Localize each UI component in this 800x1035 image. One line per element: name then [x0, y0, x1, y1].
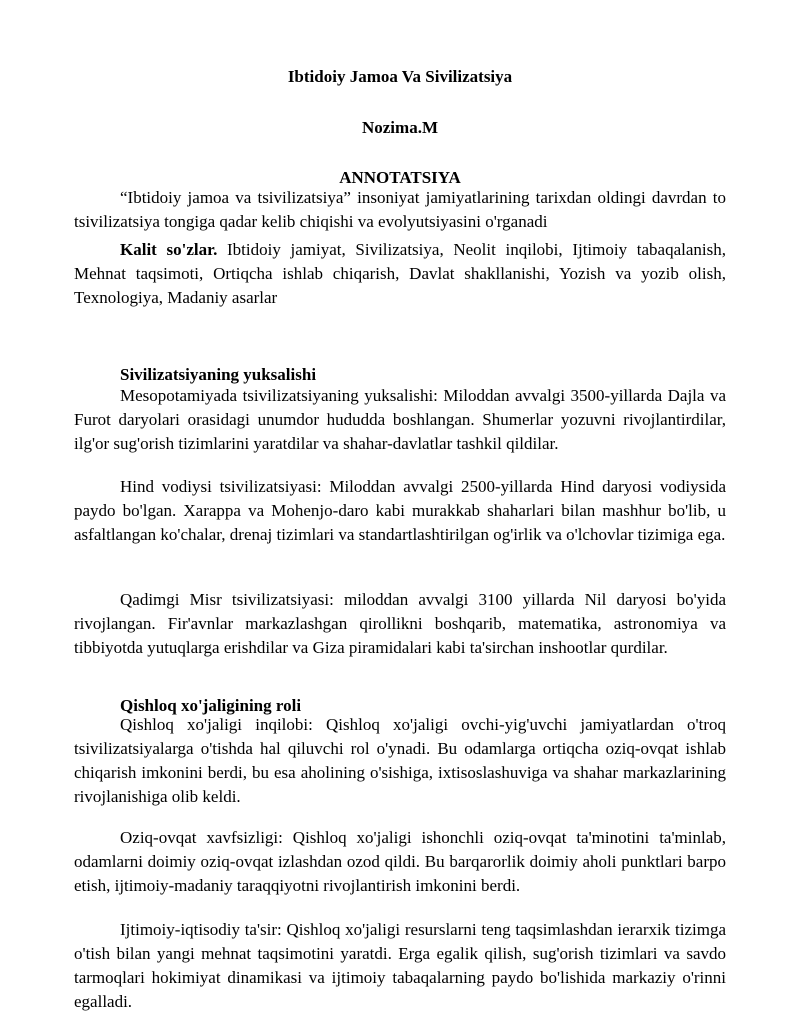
paragraph-food-security: Oziq-ovqat xavfsizligi: Qishloq xo'jaligi ishonchli oziq-ovqat ta'minotini ta'minlab, odamlarni doimiy oziq-ovqat izlashdan ozod qildi. Bu barqarorlik doimiy aholi punktlari barpo etish, ijtimoiy-madaniy taraqqiyotni rivojlantirish imkonini berdi.	[74, 828, 726, 895]
author-name: Nozima.M	[361, 118, 438, 137]
keywords-list: Ibtidoiy jamiyat, Sivilizatsiya, Neolit inqilobi, Ijtimoiy tabaqalanish, Mehnat taqsimoti, Ortiqcha ishlab chiqarish, Davlat shakllanishi, Yozish va yozib olish, Texnologiya, Madaniy asarlar	[74, 240, 726, 307]
paragraph-socioeconomic-impact: Ijtimoiy-iqtisodiy ta'sir: Qishloq xo'jaligi resurslarni teng taqsimlashdan ierarxik tizimga o'tish bilan yangi mehnat taqsimotini yaratdi. Erga egalik qilish, sug'orish tizimlari va savdo tarmoqlari hokimiyat dinamikasi va ijtimoiy tabaqalarning paydo bo'lishida markaziy o'rinni egalladi.	[74, 920, 726, 1011]
section-heading-civilization: Sivilizatsiyaning yuksalishi	[120, 365, 317, 384]
paragraph-ancient-egypt: Qadimgi Misr tsivilizatsiyasi: miloddan avvalgi 3100 yillarda Nil daryosi bo'yida rivojlangan. Fir'avnlar markazlashgan qirollikni boshqarib, matematika, astronomiya va tibbiyotda yutuqlarga erishdilar va Giza piramidalari kabi ta'sirchan inshootlar qurdilar.	[74, 590, 726, 657]
paragraph-mesopotamia: Mesopotamiyada tsivilizatsiyaning yuksalishi: Miloddan avvalgi 3500-yillarda Dajla va Furot daryolari orasidagi unumdor hududda boshlangan. Shumerlar yozuvni rivojlantirdilar, ilg'or sug'orish tizimlarini yaratdilar va shahar-davlatlar tashkil qildilar.	[74, 386, 726, 453]
paragraph-agricultural-revolution: Qishloq xo'jaligi inqilobi: Qishloq xo'jaligi ovchi-yig'uvchi jamiyatlardan o'troq tsivilizatsiyalarga o'tishda hal qiluvchi rol o'ynadi. Bu odamlarga ortiqcha oziq-ovqat ishlab chiqarish imkonini berdi, bu esa aholining o'sishiga, ixtisoslashuviga va shahar markazlarining rivojlanishiga olib keldi.	[74, 715, 726, 806]
document-title: Ibtidoiy Jamoa Va Sivilizatsiya	[287, 67, 513, 86]
paragraph-indus-valley: Hind vodiysi tsivilizatsiyasi: Miloddan avvalgi 2500-yillarda Hind daryosi vodiysida paydo bo'lgan. Xarappa va Mohenjo-daro kabi murakkab shaharlari bilan mashhur bo'lib, u asfaltlangan ko'chalar, drenaj tizimlari va standartlashtirilgan og'irlik va o'lchovlar tizimiga ega.	[74, 477, 726, 544]
annotation-heading: ANNOTATSIYA	[339, 168, 461, 187]
keywords-paragraph	[74, 238, 726, 310]
section-heading-agriculture: Qishloq xo'jaligining roli	[120, 696, 302, 715]
annotation-paragraph: “Ibtidoiy jamoa va tsivilizatsiya” insoniyat jamiyatlarining tarixdan oldingi davrdan to tsivilizatsiya tongiga qadar kelib chiqishi va evolyutsiyasini o'rganadi	[74, 188, 726, 231]
keywords-label: Kalit so'zlar.	[120, 240, 218, 259]
